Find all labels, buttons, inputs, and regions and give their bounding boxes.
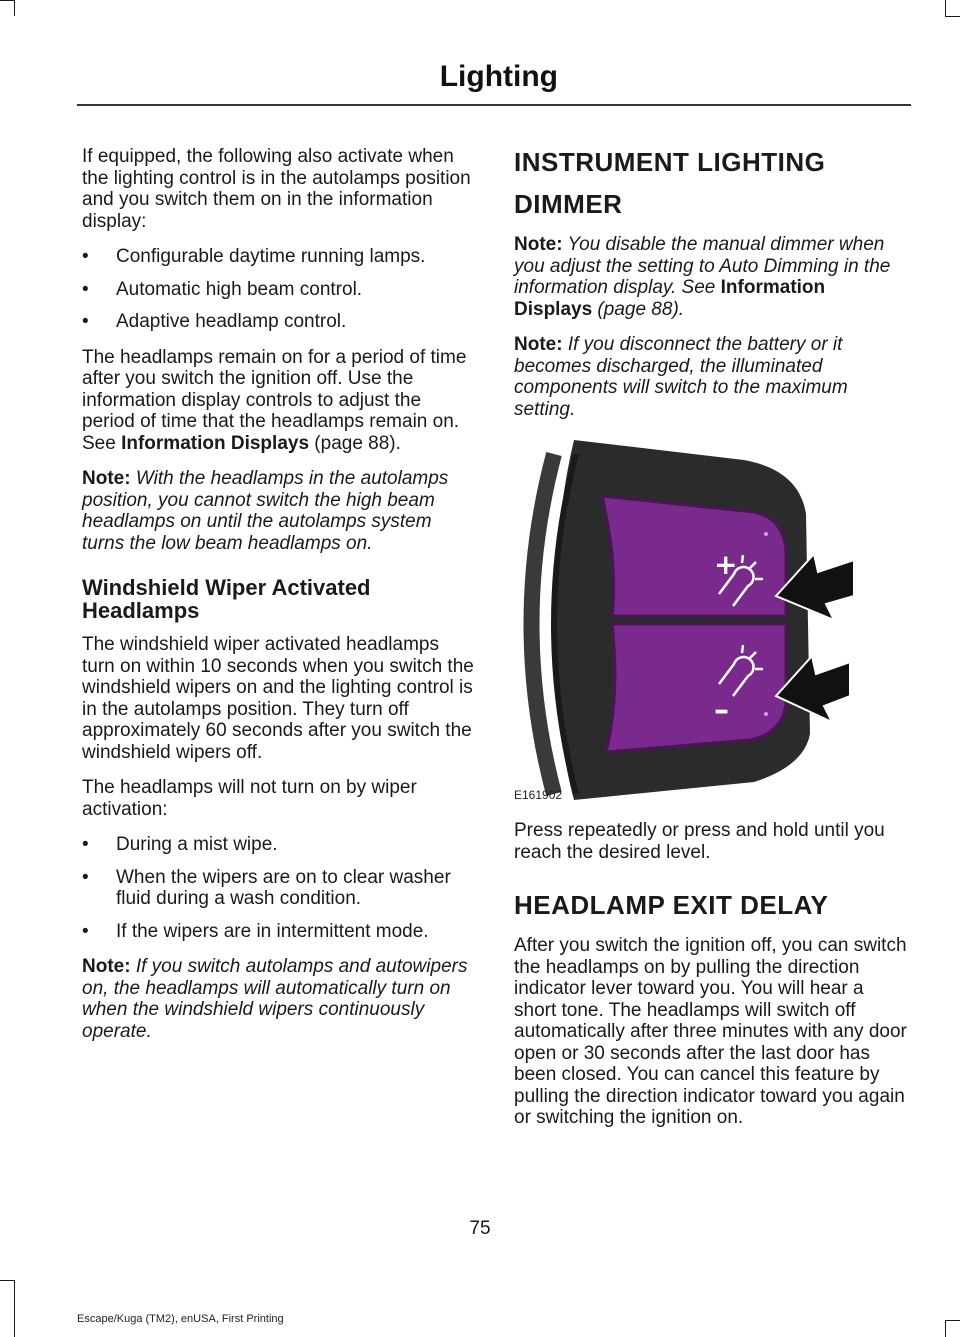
note-text: With the headlamps in the autolamps position, you cannot switch the high beam headlamps on until the autolamps system turns the low beam headlamps on. bbox=[82, 468, 449, 554]
dimmer-switch-figure bbox=[514, 434, 909, 806]
footer-text: Escape/Kuga (TM2), enUSA, First Printing bbox=[77, 1313, 284, 1325]
dimmer-up-button[interactable] bbox=[602, 496, 786, 616]
minus-symbol: – bbox=[714, 693, 729, 728]
right-column bbox=[514, 146, 908, 1143]
crop-mark bbox=[14, 1280, 15, 1337]
note-label: Note: bbox=[82, 956, 131, 977]
note-text: If you disconnect the battery or it becomes discharged, the illuminated components will switch to the maximum setting. bbox=[514, 334, 848, 420]
page-reference: (page 88). bbox=[592, 298, 685, 320]
crop-mark bbox=[945, 1320, 946, 1337]
list-item: • Automatic high beam control. bbox=[82, 279, 474, 301]
dimmer-switch-illustration bbox=[514, 434, 909, 806]
page-title: Lighting bbox=[439, 60, 558, 93]
crop-mark bbox=[0, 1280, 14, 1281]
wiper-paragraph: The windshield wiper activated headlamps turn on within 10 seconds when you switch the windshield wipers on and the lighting control is in the autolamps position. They turn off approximately 60 seconds after you switch the windshield wipers off. bbox=[82, 634, 474, 763]
indicator-dot bbox=[764, 712, 768, 716]
headlamps-paragraph bbox=[82, 347, 474, 455]
note-label: Note: bbox=[514, 334, 563, 355]
note bbox=[514, 234, 908, 320]
press-paragraph: Press repeatedly or press and hold until you reach the desired level. bbox=[514, 820, 885, 863]
note bbox=[82, 956, 474, 1042]
left-column bbox=[82, 146, 474, 1056]
list-item: • When the wipers are on to clear washer fluid during a wash condition. bbox=[82, 867, 474, 910]
wiper-activation-paragraph: The headlamps will not turn on by wiper activation: bbox=[82, 777, 417, 820]
dimmer-down-button[interactable] bbox=[606, 624, 786, 752]
note-text: If you switch autolamps and autowipers on, the headlamps will automatically turn on when the windshield wipers continuously operate. bbox=[82, 956, 468, 1042]
subheading: Windshield Wiper Activated Headlamps bbox=[82, 575, 371, 623]
section-heading bbox=[514, 146, 908, 220]
intro-paragraph: If equipped, the following also activate when the lighting control is in the autolamps position and you switch them on in the information display: bbox=[82, 146, 471, 232]
crop-mark bbox=[0, 0, 14, 1]
cross-reference-link[interactable]: Information Displays bbox=[514, 277, 826, 320]
header-divider bbox=[77, 104, 911, 106]
crop-mark bbox=[14, 0, 15, 16]
plus-symbol: + bbox=[714, 548, 738, 581]
page-number: 75 bbox=[469, 1218, 491, 1239]
indicator-dot bbox=[764, 532, 768, 536]
note-text: You disable the manual dimmer when you adjust the setting to Auto Dimming in the information display. See bbox=[514, 234, 891, 298]
page-reference: (page 88). bbox=[309, 432, 401, 454]
section-heading-line: DIMMER bbox=[514, 189, 623, 219]
figure-code: E161902 bbox=[514, 787, 563, 802]
feature-list bbox=[82, 246, 474, 333]
exit-delay-paragraph: After you switch the ignition off, you can switch the headlamps on by pulling the direction indicator lever toward you. You will hear a short tone. The headlamps will switch off automatically after three minutes with any door open or 30 seconds after the last door has been closed. You can cancel this feature by pulling the direction indicator toward you again or switching the ignition on. bbox=[514, 935, 907, 1128]
note-label: Note: bbox=[82, 468, 131, 489]
list-item: • If the wipers are in intermittent mode. bbox=[82, 921, 474, 943]
list-item: • Adaptive headlamp control. bbox=[82, 311, 474, 333]
paragraph-text: The headlamps remain on for a period of time after you switch the ignition off. Use the information display controls to adjust the period of time that the headlamps remain on. See bbox=[82, 346, 467, 454]
section-heading: HEADLAMP EXIT DELAY bbox=[514, 890, 829, 920]
condition-list bbox=[82, 834, 474, 942]
crop-mark bbox=[945, 1320, 960, 1321]
cross-reference-link[interactable]: Information Displays bbox=[121, 432, 310, 454]
note bbox=[514, 334, 908, 420]
crop-mark bbox=[945, 16, 960, 17]
wheel-rim bbox=[532, 454, 555, 794]
crop-mark bbox=[945, 0, 946, 16]
list-item: • Configurable daytime running lamps. bbox=[82, 246, 474, 268]
note-label: Note: bbox=[514, 234, 563, 255]
section-heading-line: INSTRUMENT LIGHTING bbox=[514, 147, 826, 177]
list-item: • During a mist wipe. bbox=[82, 834, 474, 856]
note bbox=[82, 468, 474, 554]
